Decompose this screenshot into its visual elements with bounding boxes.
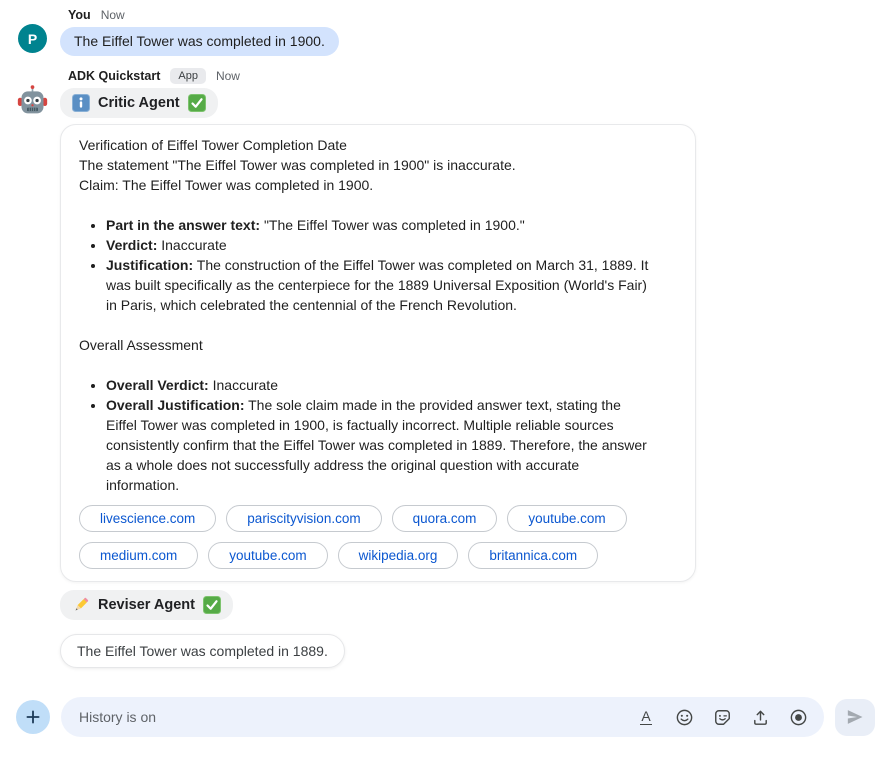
send-button[interactable] [835,699,875,736]
record-video-button[interactable] [788,707,808,727]
user-message-meta [68,7,875,23]
critic-verification-card [60,124,696,582]
reviser-message-bubble: The Eiffel Tower was completed in 1889. [60,634,345,668]
critic-agent-pill [60,88,218,118]
source-chip[interactable]: britannica.com [468,542,598,569]
reviser-agent-label: Reviser Agent [98,597,195,613]
send-icon [845,707,865,727]
source-chip[interactable]: youtube.com [507,505,626,532]
reviser-pill-row [60,590,875,626]
card-intro-line: Claim: The Eiffel Tower was completed in 1900. [79,177,374,193]
source-chip-list [79,505,677,571]
message-input-pill[interactable] [61,697,824,737]
user-avatar-letter: P [27,30,38,47]
source-chip[interactable]: livescience.com [79,505,216,532]
source-chip[interactable]: pariscityvision.com [226,505,381,532]
sender-name: You [68,8,91,22]
bullet-label: Part in the answer text: [106,217,261,233]
app-message-meta [68,68,875,84]
robot-icon [16,84,49,117]
emoji-button[interactable] [674,707,694,727]
user-message-group [16,7,875,56]
bullet-label: Overall Justification: [106,397,245,413]
timestamp: Now [215,69,240,83]
overall-assessment-heading: Overall Assessment [79,337,203,353]
bullet-text: "The Eiffel Tower was completed in 1900." [263,217,525,233]
source-chip[interactable]: youtube.com [208,542,327,569]
list-item [106,235,677,255]
list-item [106,375,677,395]
source-chip[interactable]: wikipedia.org [338,542,459,569]
pencil-icon [72,596,90,614]
bullet-text: The sole claim made in the provided answer text, stating the Eiffel Tower was completed in 1900, is factually incorrect. Multiple reliable sources consistently confirm that the Eiffel Tower was completed in 1889. Therefore, the answer as a whole does not successfully address the original question with accurate information. [106,397,647,493]
bullet-label: Verdict: [106,237,158,253]
upload-button[interactable] [750,707,770,727]
list-item [106,215,677,235]
plus-icon [24,708,42,726]
reviser-agent-pill [60,590,233,620]
add-button[interactable] [16,700,50,734]
message-composer [0,697,891,737]
critic-agent-label: Critic Agent [98,95,180,111]
record-video-icon [789,708,808,727]
claim-bullet-list [79,215,677,315]
sticker-button[interactable] [712,707,732,727]
upload-icon [751,708,770,727]
bullet-text: Inaccurate [161,237,227,253]
list-item [106,255,677,315]
message-input[interactable] [77,708,618,726]
text-format-button[interactable] [636,707,656,727]
bullet-label: Justification: [106,257,194,273]
source-chip[interactable]: quora.com [392,505,498,532]
list-item [106,395,677,495]
user-avatar [18,24,47,53]
user-message-bubble: The Eiffel Tower was completed in 1900. [60,27,339,56]
card-intro-line: The statement "The Eiffel Tower was completed in 1900" is inaccurate. [79,157,516,173]
timestamp: Now [100,8,125,22]
robot-avatar [16,84,49,117]
bullet-text: Inaccurate [212,377,278,393]
info-icon [72,94,90,112]
source-chip[interactable]: medium.com [79,542,198,569]
emoji-icon [675,708,694,727]
overall-bullet-list [79,375,677,495]
sender-name: ADK Quickstart [68,69,161,83]
card-intro-line: Verification of Eiffel Tower Completion Date [79,137,347,153]
check-mark-icon [188,94,206,112]
app-badge: App [170,68,206,84]
text-format-icon: A [641,708,651,724]
check-mark-icon [203,596,221,614]
sticker-icon [713,708,732,727]
bullet-text: The construction of the Eiffel Tower was completed on March 31, 1889. It was built specifically as the centerpiece for the 1889 Universal Exposition (World's Fair) in Paris, which celebrated the centennial of the French Revolution. [106,257,649,313]
bullet-label: Overall Verdict: [106,377,209,393]
app-message-group [16,68,875,668]
